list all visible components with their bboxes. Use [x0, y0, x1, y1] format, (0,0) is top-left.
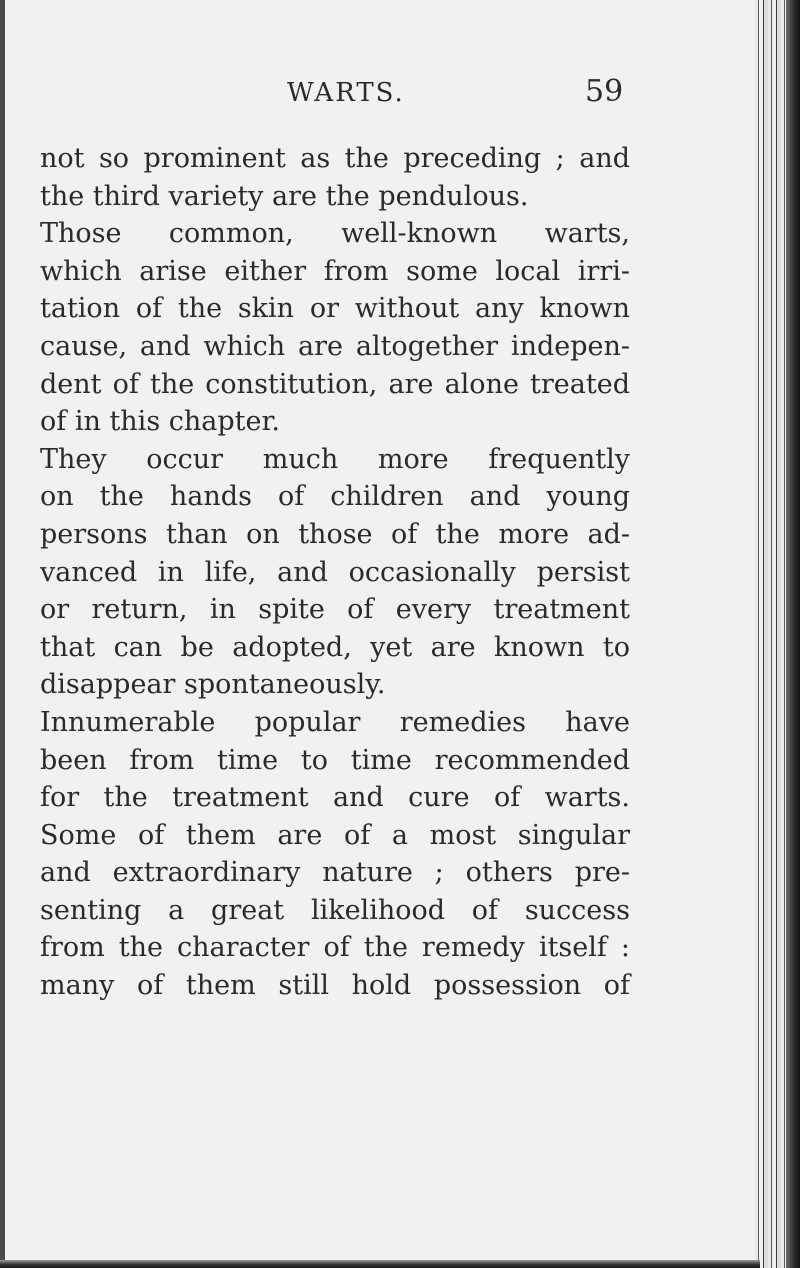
text-line: Innumerable popular remedies have [40, 706, 630, 738]
running-head-title: WARTS. [287, 78, 405, 108]
text-line: persons than on those of the more ad- [40, 518, 630, 550]
text-line: dent of the constitution, are alone treated [40, 368, 630, 400]
running-head [40, 74, 660, 114]
text-line: the third variety are the pendulous. [40, 180, 529, 212]
book-spine-shadow [786, 0, 800, 1268]
page-left-edge [0, 0, 5, 1268]
text-line: or return, in spite of every treatment [40, 594, 630, 626]
text-line: cause, and which are altogether indepen- [40, 330, 630, 362]
page-bottom-edge [0, 1260, 760, 1268]
text-line: vanced in life, and occasionally persist [40, 556, 630, 588]
text-line: that can be adopted, yet are known to [40, 631, 630, 663]
text-line: Some of them are of a most singular [40, 819, 630, 851]
text-line: from the character of the remedy itself : [40, 932, 630, 964]
text-line: disappear spontaneously. [40, 669, 386, 701]
text-line: for the treatment and cure of warts. [40, 782, 630, 814]
text-line: senting a great likelihood of success [40, 894, 630, 926]
text-line: which arise either from some local irri- [40, 255, 630, 287]
text-line: not so prominent as the preceding ; and [40, 143, 630, 174]
text-line: Those common, well-known warts, [40, 218, 630, 250]
text-line: of in this chapter. [40, 406, 280, 438]
body-text [40, 140, 630, 1005]
text-line: and extraordinary nature ; others pre- [40, 857, 630, 889]
text-line: tation of the skin or without any known [40, 293, 630, 325]
text-line: They occur much more frequently [40, 443, 630, 475]
text-line: been from time to time recommended [40, 744, 630, 776]
text-line: on the hands of children and young [40, 481, 630, 513]
text-line: many of them still hold possession of [40, 970, 630, 1002]
page-number: 59 [585, 74, 624, 109]
